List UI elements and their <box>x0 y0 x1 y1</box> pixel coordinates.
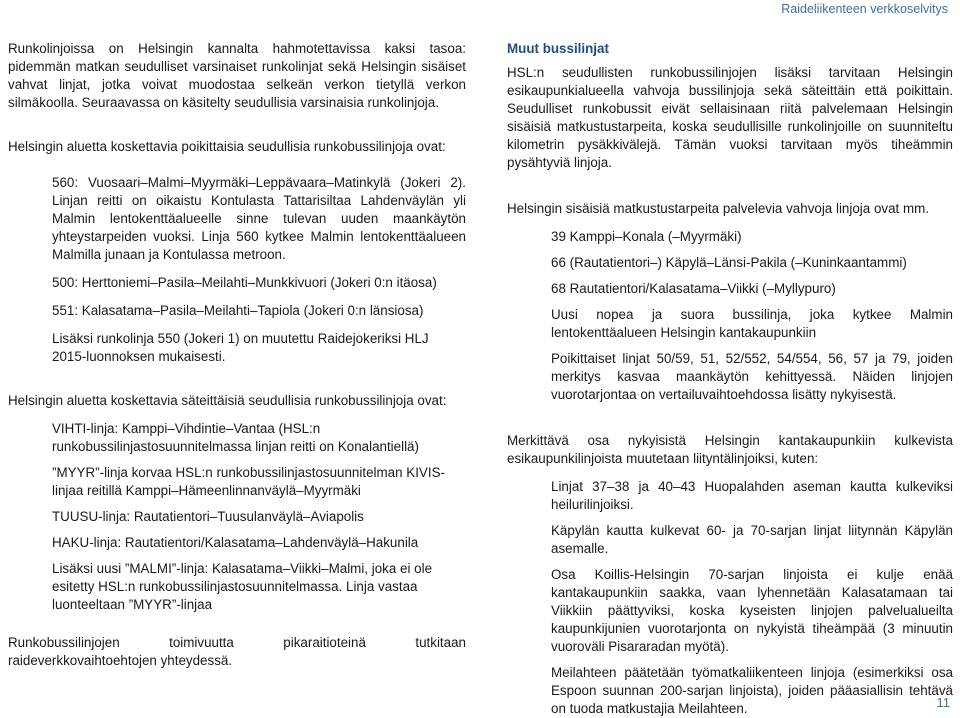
paragraph: Merkittävä osa nykyisistä Helsingin kantakaupunkiin kulkevista esikaupunkilinjoista muutetaan liityntälinjoiksi, kuten: <box>507 433 953 466</box>
section-heading: Muut bussilinjat <box>507 41 609 56</box>
list-item: Uusi nopea ja suora bussilinja, joka kytkee Malmin lentokenttäalueen Helsingin kantakaupunkiin <box>551 307 953 340</box>
intro-paragraph: Runkolinjoissa on Helsingin kannalta hahmotettavissa kaksi tasoa: pidemmän matkan seudulliset varsinaiset runkolinjat sekä Helsingin sisäiset vahvat linjat, jotka voivat muodostaa selkeän verkon tietyllä verkon silmäkoolla. Seuraavassa on käsitelty seudullisia varsinaisia runkolinjoja. <box>8 41 466 110</box>
feeder-lines-list <box>551 478 953 718</box>
list-item: 68 Rautatientori/Kalasatama–Viikki (–Myllypuro) <box>551 281 836 296</box>
list-item: Lisäksi uusi ”MALMI”-linja: Kalasatama–Viikki–Malmi, joka ei ole esitetty HSL:n runkobussilinjastosuunnitelmassa. Linja vastaa luonteeltaan ”MYYR”-linjaa <box>52 561 433 612</box>
list-item: ”MYYR”-linja korvaa HSL:n runkobussilinjastosuunnitelman KIVIS-linjaa reitillä Kamppi–Hämeenlinnanväylä–Myyrmäki <box>52 465 445 498</box>
right-column <box>507 40 953 718</box>
list-item: VIHTI-linja: Kamppi–Vihdintie–Vantaa (HSL:n runkobussilinjastosuunnitelmassa linjan reitti on Konalantiellä) <box>52 421 419 454</box>
outro-paragraph: Runkobussilinjojen toimivuutta pikaraitioteinä tutkitaan raideverkkovaihtoehtojen yhteydessä. <box>8 635 466 668</box>
list-item: TUUSU-linja: Rautatientori–Tuusulanväylä–Aviapolis <box>52 509 364 524</box>
list-item: Osa Koillis-Helsingin 70-sarjan linjoista ei kulje enää kantakaupunkiin saakka, vaan lyhennetään Kalasatamaan tai Viikkiin päättyviksi, koska kyseisten linjojen palvelualueilta kaupunkijunien vuorotarjonta on nykyistä tiheämpää (3 minuutin vuoroväli Pisararadan myötä). <box>551 567 953 654</box>
list-item: HAKU-linja: Rautatientori/Kalasatama–Lahdenväylä–Hakunila <box>52 535 419 550</box>
radial-lines-heading: Helsingin aluetta koskettavia säteittäisiä seudullisia runkobussilinjoja ovat: <box>8 393 447 408</box>
paragraph: HSL:n seudullisten runkobussilinjojen lisäksi tarvitaan Helsingin esikaupunkialueella vahvoja bussilinjoja sekä säteittäin että poikittain. Seudulliset runkobussit eivät sellaisinaan riitä palvelemaan Helsingin sisäisiä matkustustarpeita, koska seudullisille runkolinjoille on suunniteltu kilometrin pysäkkivälejä. Tämän vuoksi tarvitaan myös tiheämmin pysähtyviä linjoja. <box>507 65 953 170</box>
radial-lines-list <box>52 420 466 614</box>
list-item: Poikittaiset linjat 50/59, 51, 52/552, 54/554, 56, 57 ja 79, joiden merkitys kasvaa maankäytön kehittyessä. Näiden linjojen vuorotarjontaa on vertailuvaihtoehdossa lisätty nykyisestä. <box>551 351 953 402</box>
header-title: Raideliikenteen verkkoselvitys <box>781 2 948 16</box>
page-header <box>0 0 960 22</box>
left-column <box>8 40 466 670</box>
list-item: 551: Kalasatama–Pasila–Meilahti–Tapiola (Jokeri 0:n länsiosa) <box>52 303 424 318</box>
list-item: 500: Herttoniemi–Pasila–Meilahti–Munkkivuori (Jokeri 0:n itäosa) <box>52 275 437 290</box>
cross-lines-heading: Helsingin aluetta koskettavia poikittaisia seudullisia runkobussilinjoja ovat: <box>8 139 446 154</box>
list-item: 560: Vuosaari–Malmi–Myyrmäki–Leppävaara–Matinkylä (Jokeri 2). Linjan reitti on oikaistu Kontulasta Tattarisiltaa Lahdenväylän yli Malmin lentokenttäalueelle sinne tulevan uuden maankäytön yhteystarpeiden vuoksi. Linja 560 kytkee Malmin lentokenttäalueen Malmilla junaan ja Kontulassa metroon. <box>52 175 466 262</box>
list-item: Käpylän kautta kulkevat 60- ja 70-sarjan linjat liitynnän Käpylän asemalle. <box>551 523 953 556</box>
list-item: Linjat 37–38 ja 40–43 Huopalahden aseman kautta kulkeviksi heilurilinjoiksi. <box>551 479 953 512</box>
list-item: Meilahteen päätetään työmatkaliikenteen linjoja (esimerkiksi osa Espoon suunnan 200-sarjan linjoista), joiden pääasiallisin tehtävä on tuoda matkustajia Meilahteen. <box>551 665 953 716</box>
page-number: 11 <box>936 695 950 710</box>
paragraph: Helsingin sisäisiä matkustustarpeita palvelevia vahvoja linjoja ovat mm. <box>507 201 930 216</box>
list-item: 39 Kamppi–Konala (–Myyrmäki) <box>551 229 742 244</box>
cross-lines-list <box>52 174 466 366</box>
list-item: Lisäksi runkolinja 550 (Jokeri 1) on muutettu Raidejokeriksi HLJ 2015-luonnoksen mukaisesti. <box>52 331 429 364</box>
list-item: 66 (Rautatientori–) Käpylä–Länsi-Pakila (–Kuninkaantammi) <box>551 255 907 270</box>
strong-lines-list <box>551 228 953 404</box>
